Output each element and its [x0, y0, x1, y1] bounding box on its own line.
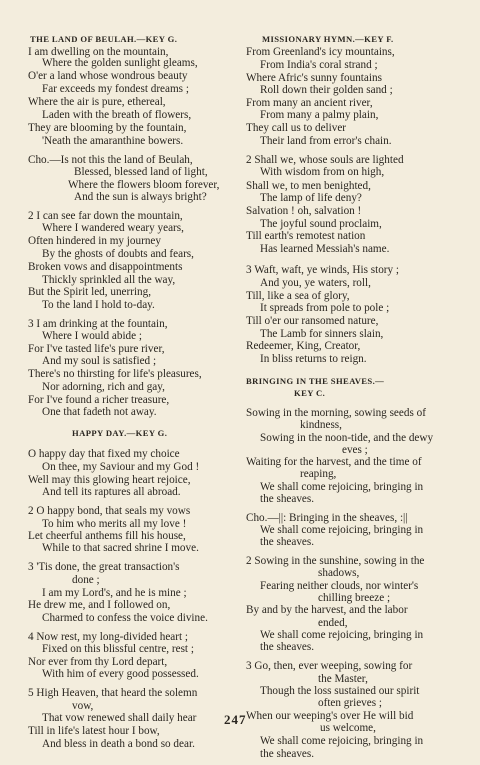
hymn-line: 2 Shall we, whose souls are lighted	[246, 154, 404, 166]
hymn-line: The Lamb for sinners slain,	[260, 328, 384, 340]
hymn-title: MISSIONARY HYMN.—KEY F.	[262, 34, 394, 44]
hymn-line: Cho.—Is not this the land of Beulah,	[28, 154, 193, 166]
hymn-line: Sowing in the noon-tide, and the dewy	[260, 432, 434, 444]
hymn-title: BRINGING IN THE SHEAVES.—	[246, 376, 385, 386]
hymn-line: Nor ever from thy Lord depart,	[28, 656, 168, 668]
hymn-line: Shall we, to men benighted,	[246, 180, 371, 192]
page-number: 247	[224, 712, 247, 727]
hymn-line: 2 I can see far down the mountain,	[28, 210, 183, 222]
hymn-line: From many a palmy plain,	[260, 109, 379, 121]
hymn-line: There's no thirsting for life's pleasures,	[28, 368, 202, 380]
hymn-line: It spreads from pole to pole ;	[260, 302, 390, 314]
hymn-line: But the Spirit led, unerring,	[28, 286, 152, 298]
hymn-line: 4 Now rest, my long-divided heart ;	[28, 631, 189, 643]
hymn-line: Where I wandered weary years,	[42, 222, 184, 234]
hymn-line: One that fadeth not away.	[42, 406, 157, 418]
hymn-line: Thickly sprinkled all the way,	[42, 274, 176, 286]
hymn-line: Broken vows and disappointments	[28, 261, 183, 273]
hymn-line: From Greenland's icy mountains,	[246, 46, 395, 58]
hymn-line: often grieves ;	[318, 697, 382, 709]
hymn-line: Blessed, blessed land of light,	[74, 166, 208, 178]
hymn-line: done ;	[72, 574, 100, 586]
hymn-line: us welcome,	[320, 722, 376, 734]
hymn-line: Till o'er our ransomed nature,	[246, 315, 379, 327]
hymn-line: And bless in death a bond so dear.	[42, 738, 195, 750]
hymn-line: the sheaves.	[260, 493, 315, 505]
hymn-line: shadows,	[318, 567, 360, 579]
hymn-line: the sheaves.	[260, 641, 315, 653]
hymn-line: They are blooming by the fountain,	[28, 122, 187, 134]
hymn-line: On thee, my Saviour and my God !	[42, 461, 200, 473]
hymn-line: Often hindered in my journey	[28, 235, 161, 247]
hymn-title: HAPPY DAY.—KEY G.	[72, 428, 168, 438]
hymn-line: They call us to deliver	[246, 122, 347, 134]
hymn-line: 3 I am drinking at the fountain,	[28, 318, 168, 330]
hymn-line: We shall come rejoicing, bringing in	[260, 481, 424, 493]
hymn-line: the sheaves.	[260, 536, 315, 548]
hymn-line: Sowing in the morning, sowing seeds of	[246, 407, 426, 419]
hymn-line: Where the air is pure, ethereal,	[28, 96, 166, 108]
hymn-line: From India's coral strand ;	[260, 59, 378, 71]
hymn-line: Where Afric's sunny fountains	[246, 72, 382, 84]
hymn-line: By the ghosts of doubts and fears,	[42, 248, 194, 260]
hymn-line: And my soul is satisfied ;	[42, 355, 157, 367]
hymn-line: Has learned Messiah's name.	[260, 243, 390, 255]
hymn-line: He drew me, and I followed on,	[28, 599, 171, 611]
hymn-line: Let cheerful anthems fill his house,	[28, 530, 186, 542]
hymn-line: While to that sacred shrine I move.	[42, 542, 199, 554]
hymn-line: Fearing neither clouds, nor winter's	[260, 580, 419, 592]
hymn-line: The lamp of life deny?	[260, 192, 362, 204]
hymn-line: ended,	[318, 617, 348, 629]
hymn-line: Laden with the breath of flowers,	[42, 109, 192, 121]
hymn-line: O happy day that fixed my choice	[28, 448, 180, 460]
hymn-line: I am dwelling on the mountain,	[28, 46, 169, 58]
hymn-line: 3 Waft, waft, ye winds, His story ;	[246, 264, 400, 276]
hymn-line: 2 Sowing in the sunshine, sowing in the	[246, 555, 425, 567]
hymn-line: In bliss returns to reign.	[260, 353, 367, 365]
hymn-line: Far exceeds my fondest dreams ;	[42, 83, 189, 95]
hymn-line: Cho.—||: Bringing in the sheaves, :||	[246, 512, 408, 524]
hymn-line: Roll down their golden sand ;	[260, 84, 393, 96]
hymn-line: That vow renewed shall daily hear	[42, 712, 197, 724]
hymn-line: Where the flowers bloom forever,	[68, 179, 220, 191]
hymn-line: The joyful sound proclaim,	[260, 218, 382, 230]
hymn-line: With him of every good possessed.	[42, 668, 199, 680]
hymn-line: Waiting for the harvest, and the time of	[246, 456, 422, 468]
hymn-line: O'er a land whose wondrous beauty	[28, 70, 188, 82]
hymn-line: Though the loss sustained our spirit	[260, 685, 420, 697]
hymn-title: KEY C.	[294, 388, 326, 398]
hymn-line: When our weeping's over He will bid	[246, 710, 414, 722]
hymn-line: Till, like a sea of glory,	[246, 290, 350, 302]
hymn-line: Salvation ! oh, salvation !	[246, 205, 362, 217]
hymn-line: eves ;	[342, 444, 368, 456]
hymn-line: I am my Lord's, and he is mine ;	[42, 587, 187, 599]
hymn-line: With wisdom from on high,	[260, 166, 385, 178]
hymn-line: We shall come rejoicing, bringing in	[260, 629, 424, 641]
hymn-line: kindness,	[300, 419, 342, 431]
hymn-line: 3 'Tis done, the great transaction's	[28, 561, 180, 573]
hymn-line: reaping,	[300, 468, 337, 480]
hymn-line: Where I would abide ;	[42, 330, 143, 342]
hymn-line: Their land from error's chain.	[260, 135, 392, 147]
hymn-line: Redeemer, King, Creator,	[246, 340, 361, 352]
hymn-line: For I've found a richer treasure,	[28, 394, 170, 406]
hymn-line: From many an ancient river,	[246, 97, 373, 109]
hymn-line: To him who merits all my love !	[42, 518, 187, 530]
hymn-line: Nor adorning, rich and gay,	[42, 381, 165, 393]
hymn-line: And tell its raptures all abroad.	[42, 486, 181, 498]
hymn-line: Where the golden sunlight gleams,	[42, 57, 198, 69]
hymn-line: To the land I hold to-day.	[42, 299, 155, 311]
hymn-line: And the sun is always bright?	[74, 191, 207, 203]
hymn-line: By and by the harvest, and the labor	[246, 604, 408, 616]
hymn-line: Charmed to confess the voice divine.	[42, 612, 208, 624]
hymn-line: the sheaves.	[260, 748, 315, 760]
hymn-title: THE LAND OF BEULAH.—KEY G.	[30, 34, 178, 44]
hymn-line: Till earth's remotest nation	[246, 230, 366, 242]
hymn-line: And you, ye waters, roll,	[260, 277, 371, 289]
hymn-line: 'Neath the amaranthine bowers.	[42, 135, 184, 147]
hymn-line: the Master,	[318, 673, 368, 685]
hymn-line: We shall come rejoicing, bringing in	[260, 524, 424, 536]
hymn-line: We shall come rejoicing, bringing in	[260, 735, 424, 747]
hymn-line: Fixed on this blissful centre, rest ;	[42, 643, 194, 655]
hymn-line: Well may this glowing heart rejoice,	[28, 474, 191, 486]
hymn-line: 5 High Heaven, that heard the solemn	[28, 687, 198, 699]
hymn-line: vow,	[72, 700, 94, 712]
hymn-line: Till in life's latest hour I bow,	[28, 725, 160, 737]
hymn-line: 2 O happy bond, that seals my vows	[28, 505, 191, 517]
hymn-line: 3 Go, then, ever weeping, sowing for	[246, 660, 413, 672]
hymn-line: For I've tasted life's pure river,	[28, 343, 165, 355]
hymn-line: chilling breeze ;	[318, 592, 391, 604]
